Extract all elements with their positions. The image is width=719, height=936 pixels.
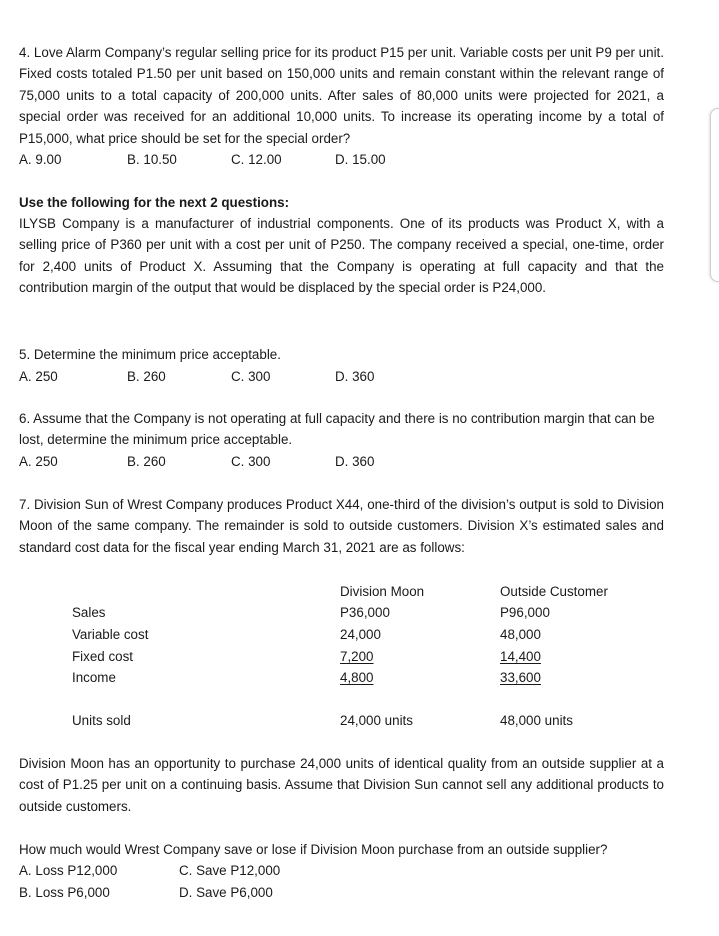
q7-options-row2 (19, 882, 519, 903)
table-row-label: Sales (72, 605, 106, 620)
q4-option-d: D. 15.00 (335, 152, 386, 167)
q6-text: 6. Assume that the Company is not operating at full capacity and there is no contribution margin that can be lost, determine the minimum price acceptable. (19, 411, 655, 448)
side-panel-tab[interactable] (710, 108, 719, 282)
table-cell-moon: 24,000 (340, 627, 381, 642)
table-cell-outside: P96,000 (500, 605, 550, 620)
q4-option-c: C. 12.00 (231, 152, 282, 167)
table-cell-moon: 4,800 (340, 670, 374, 685)
q4-text: 4. Love Alarm Company’s regular selling price for its product P15 per unit. Variable costs per unit P9 per unit. Fixed costs totaled P1.50 per unit based on 150,000 units and remain constant within the relevant range of 75,000 units to a total capacity of 200,000 units. After sales of 80,000 units were projected for 2021, a special order was received for an additional 10,000 units. To increase its operating income by a total of P15,000, what price should be set for the special order? (19, 45, 664, 146)
table-row-label: Income (72, 670, 116, 685)
table-units-moon: 24,000 units (340, 713, 413, 728)
table-row-label: Fixed cost (72, 649, 134, 664)
group-heading: Use the following for the next 2 questions: (19, 195, 290, 210)
table-units-label: Units sold (72, 713, 131, 728)
q7-option-d: D. Save P6,000 (179, 885, 273, 900)
table-header-outside-customer: Outside Customer (500, 584, 608, 599)
q5-options (19, 366, 519, 387)
q5-option-b: B. 260 (127, 369, 166, 384)
table-cell-outside: 33,600 (500, 670, 541, 685)
q7-option-b: B. Loss P6,000 (19, 885, 110, 900)
q7-option-a: A. Loss P12,000 (19, 863, 118, 878)
q4-options (19, 149, 519, 170)
q7-options-row1 (19, 860, 519, 881)
q4-option-a: A. 9.00 (19, 152, 62, 167)
q6-option-d: D. 360 (335, 454, 375, 469)
q5-option-c: C. 300 (231, 369, 271, 384)
table-cell-outside: 14,400 (500, 649, 541, 664)
q6-option-b: B. 260 (127, 454, 166, 469)
q7-option-c: C. Save P12,000 (179, 863, 281, 878)
q6-options (19, 451, 519, 472)
q7-text: 7. Division Sun of Wrest Company produces Product X44, one-third of the division’s output is sold to Division Moon of the same company. The remainder is sold to outside customers. Division X’s estimated sales and standard cost data for the fiscal year ending March 31, 2021 are as follows: (19, 497, 664, 555)
table-cell-outside: 48,000 (500, 627, 541, 642)
group-scenario-text: ILYSB Company is a manufacturer of industrial components. One of its products was Product X, with a selling price of P360 per unit with a cost per unit of P250. The company received a special, one-time, order for 2,400 units of Product X. Assuming that the Company is operating at full capacity and that the contribution margin of the output that would be displaced by the special order is P24,000. (19, 216, 664, 296)
table-units-outside: 48,000 units (500, 713, 573, 728)
q4-option-b: B. 10.50 (127, 152, 177, 167)
table-cell-moon: P36,000 (340, 605, 390, 620)
q5-text: 5. Determine the minimum price acceptable. (19, 347, 281, 362)
table-row-label: Variable cost (72, 627, 149, 642)
table-header-division-moon: Division Moon (340, 584, 425, 599)
q5-option-a: A. 250 (19, 369, 58, 384)
q6-option-c: C. 300 (231, 454, 271, 469)
table-cell-moon: 7,200 (340, 649, 374, 664)
q5-option-d: D. 360 (335, 369, 375, 384)
q7-question: How much would Wrest Company save or lose if Division Moon purchase from an outside supplier? (19, 842, 608, 857)
q6-option-a: A. 250 (19, 454, 58, 469)
q7-followup-text: Division Moon has an opportunity to purchase 24,000 units of identical quality from an outside supplier at a cost of P1.25 per unit on a continuing basis. Assume that Division Sun cannot sell any additional products to outside customers. (19, 756, 664, 814)
